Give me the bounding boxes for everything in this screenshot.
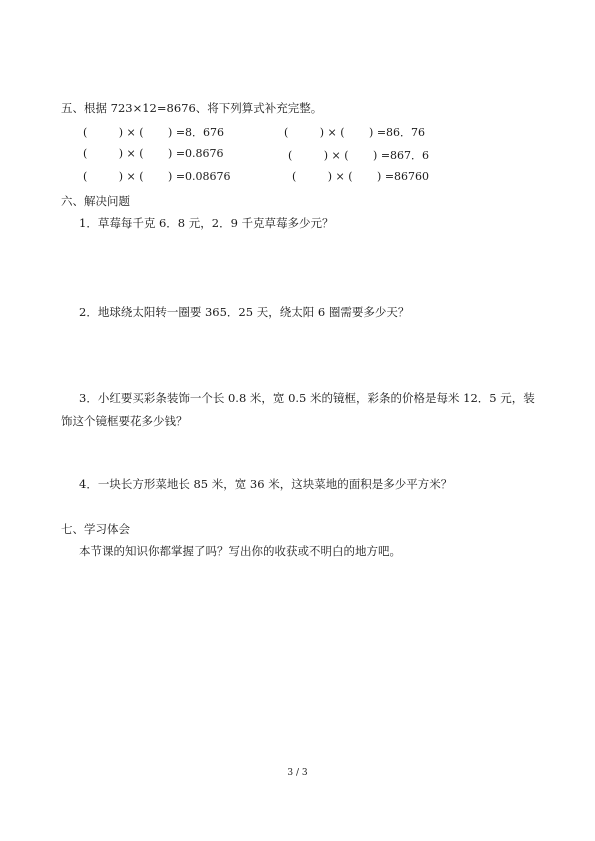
question-4: 4．一块长方形菜地长 85 米，宽 36 米，这块菜地的面积是多少平方米？ — [79, 477, 453, 491]
section6-heading: 六、解决问题 — [61, 194, 130, 208]
question-3-line1: 3．小红要买彩条装饰一个长 0.8 米，宽 0.5 米的镜框，彩条的价格是每米 12．5 元，装 — [79, 391, 535, 405]
fill-row-3-right: ( ) × ( ) =86760 — [292, 170, 430, 183]
section7-heading: 七、学习体会 — [61, 522, 130, 536]
question-3-line2: 饰这个镜框要花多少钱？ — [61, 414, 188, 428]
fill-row-1-right: ( ) × ( ) =86．76 — [284, 126, 426, 139]
page-number: 3 / 3 — [287, 768, 308, 778]
fill-row-1-left: ( ) × ( ) =8．676 — [83, 126, 225, 139]
fill-row-2-left: ( ) × ( ) =0.8676 — [83, 147, 224, 160]
fill-row-2-right: ( ) × ( ) =867．6 — [288, 149, 430, 162]
fill-row-3-left: ( ) × ( ) =0.08676 — [83, 170, 231, 183]
question-1: 1．草莓每千克 6．8 元，2．9 千克草莓多少元？ — [79, 216, 334, 230]
section7-prompt: 本节课的知识你都掌握了吗？写出你的收获或不明白的地方吧。 — [79, 544, 401, 558]
section5-heading: 五、根据 723×12=8676、将下列算式补充完整。 — [61, 101, 323, 115]
question-2: 2．地球绕太阳转一圈要 365．25 天，绕太阳 6 圈需要多少天？ — [79, 305, 410, 319]
